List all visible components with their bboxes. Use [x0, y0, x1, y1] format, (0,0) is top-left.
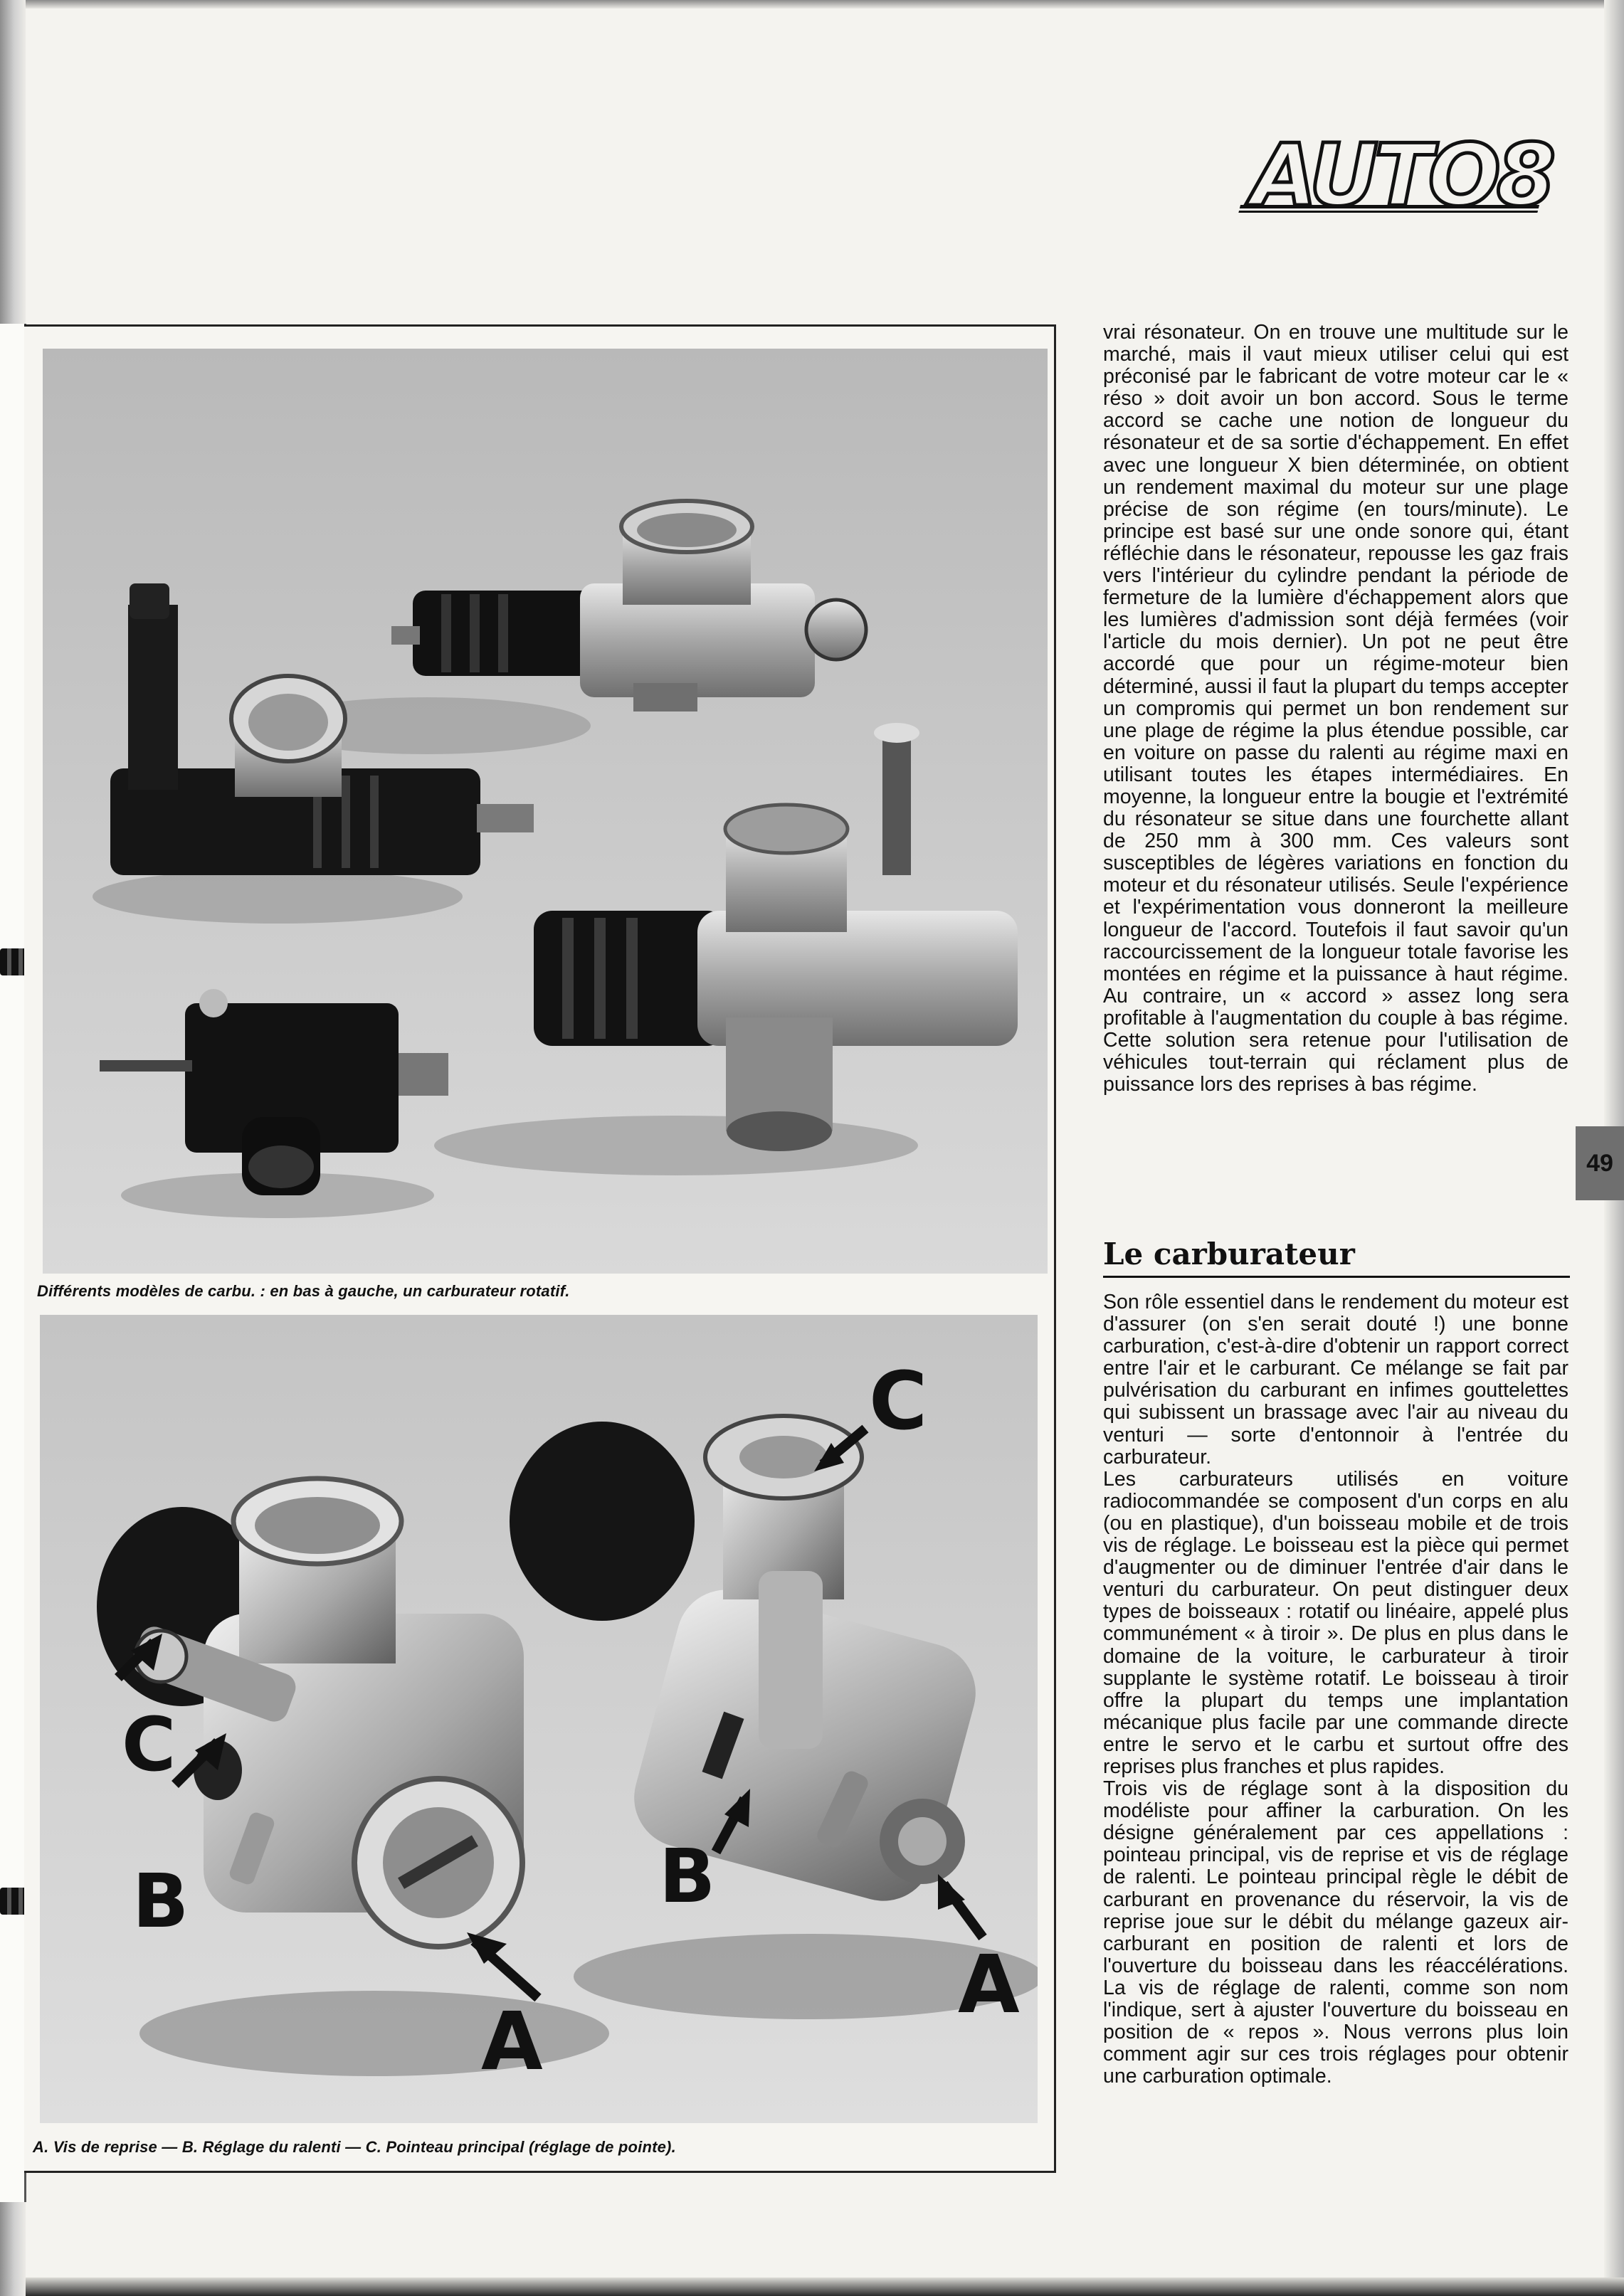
photo-adjustment-screws: [40, 1315, 1038, 2123]
article-paragraph: Son rôle essentiel dans le rendement du moteur est d'assurer (on s'en serait douté !) une bonne carburation, c'est-à-dire d'obtenir un rapport correct entre l'air et le carburant. Ce mélange se fait par pulvérisation du carburant en infimes gouttelettes qui subissent un brassage avec l'air au niveau du venturi — sorte d'entonnoir à l'entrée du carburateur.: [1103, 1291, 1568, 1469]
page-top-shadow: [26, 0, 1624, 9]
section-heading: Le carburateur: [1103, 1234, 1570, 1278]
page-number-tab: [1576, 1126, 1624, 1200]
logo-text: AUTO8: [1251, 128, 1552, 226]
label-c-right: C: [869, 1355, 928, 1448]
page-number: 49: [1586, 1149, 1613, 1177]
article-paragraph: Trois vis de réglage sont à la disposition du modéliste pour affiner la carburation. On les désigne généralement par ces appellations : pointeau principal, vis de reprise et vis de réglage de ralenti. Le pointeau principal règle le débit de carburant en provenance du réservoir, la vis de reprise joue sur le débit du mélange gazeux air-carburant en position de ralenti et lors de l'ouverture du boisseau dans les réaccélérations. La vis de réglage de ralenti, comme son nom l'indique, sert à ajuster l'ouverture du boisseau en position de « repos ». Nous verrons plus loin comment agir sur ces trois réglages pour obtenir une carburation optimale.: [1103, 1777, 1568, 2088]
facing-page-edge: [0, 324, 26, 2202]
page-bottom-shadow: [26, 2278, 1624, 2296]
label-b-right: B: [659, 1833, 716, 1920]
label-a-left: A: [481, 1996, 543, 2088]
article-column-carburateur: [1103, 1291, 1568, 2088]
photo-carburetor-models: [43, 349, 1048, 1274]
label-b-left: B: [132, 1858, 189, 1945]
article-column-top: [1103, 322, 1568, 1096]
label-c-left: C: [122, 1701, 176, 1788]
article-paragraph: vrai résonateur. On en trouve une multitude sur le marché, mais il vaut mieux utiliser celui qui est préconisé par le fabricant de votre moteur car le « réso » doit avoir un bon accord. Sous le terme accord se cache une notion de longueur du résonateur et de sa sortie d'échappement. En effet avec une longueur X bien déterminée, on obtient un rendement maximal du moteur sur une plage précise de son régime (en tours/minute). Le principe est basé sur une onde sonore qui, étant réfléchie dans le résonateur, repousse les gaz frais vers l'intérieur du cylindre pendant la période de fermeture de la lumière d'échappement alors que les lumières d'admission sont déjà fermées (voir l'article du mois dernier). Un pot ne peut être accordé que pour un régime-moteur bien déterminé, aussi il faut la plupart du temps accepter un compromis qui permet un bon rendement sur une plage de régime la plus étendue possible, car en voiture on passe du ralenti au régime maxi en utilisant toutes les étapes intermédiaires. En moyenne, la longueur entre la bougie et l'extrémité du résonateur se situe dans une fourchette allant de 250 mm à 300 mm. Ces valeurs sont susceptibles de légères variations en fonction du moteur et du résonateur utilisés. Seule l'expérience et l'expérimentation vous donneront la meilleure longueur de l'accord. Toutefois il faut savoir qu'un raccourcissement de la longueur totale favorise les montées en régime et la puissance à haut régime. Au contraire, un « accord » assez long sera profitable à l'augmentation du couple à bas régime. Cette solution sera retenue pour l'utilisation de véhicules tout-terrain qui réclament plus de puissance lors des reprises à bas régime.: [1103, 321, 1568, 1096]
label-a-right: A: [958, 1939, 1020, 2031]
auto8-logo: [1231, 128, 1580, 228]
article-paragraph: Les carburateurs utilisés en voiture radiocommandée se composent d'un corps en alu (ou en plastique), d'un boisseau mobile et de trois vis de réglage. Le boisseau est la pièce qui permet d'augmenter ou de diminuer l'entrée d'air dans le venturi du carburateur. On peut distinguer deux types de boisseaux : rotatif ou linéaire, appelé plus communément « à tiroir ». De plus en plus dans le domaine de la voiture, le carburateur à tiroir supplante le système rotatif. Le boisseau à tiroir offre la plupart du temps une implantation mécanique plus facile par une commande directe entre le servo et le carbu et surtout offre des reprises plus franches et plus rapides.: [1103, 1467, 1568, 1778]
photo-caption-bottom: A. Vis de reprise — B. Réglage du ralenti — C. Pointeau principal (réglage de pointe).: [33, 2138, 676, 2156]
photo-caption-top: Différents modèles de carbu. : en bas à gauche, un carburateur rotatif.: [37, 1282, 570, 1300]
